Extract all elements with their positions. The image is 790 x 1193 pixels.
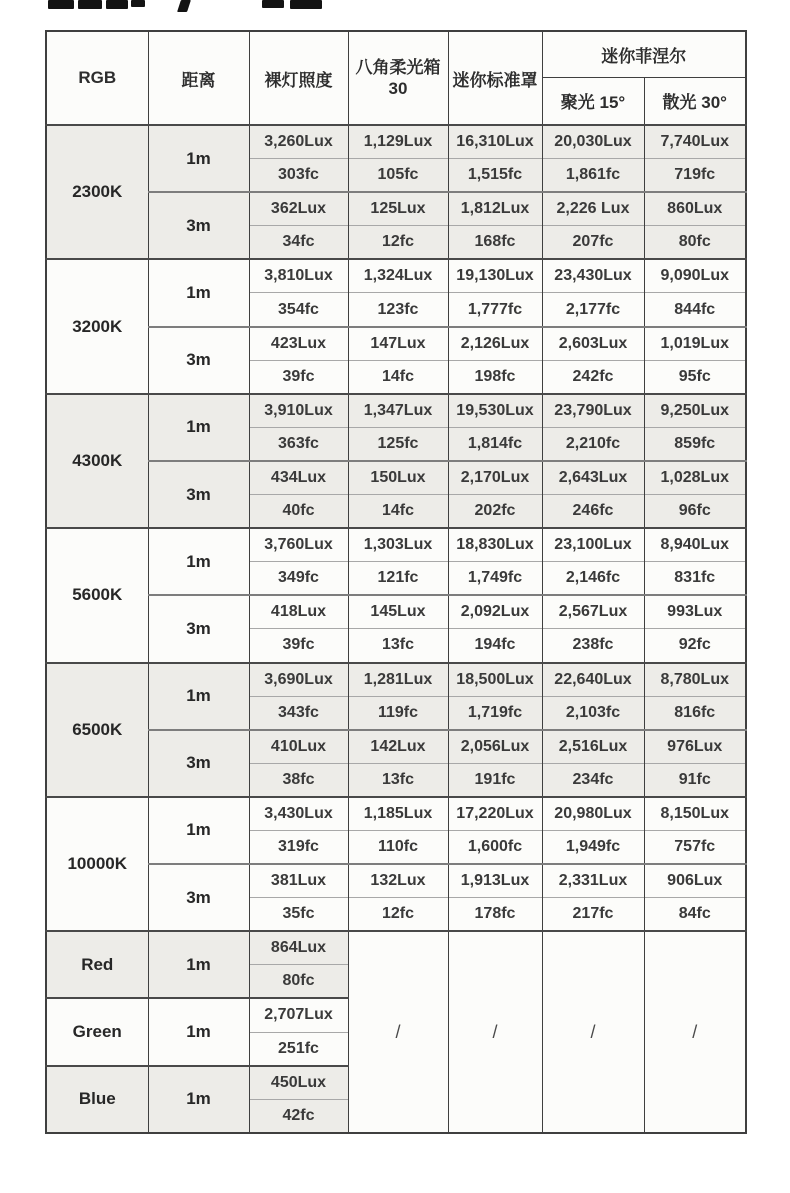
distance-label: 1m (148, 998, 249, 1065)
fc-value-cell: 110fc (348, 830, 448, 864)
lux-value-cell: 7,740Lux (644, 125, 746, 159)
lux-value-cell: 19,530Lux (448, 394, 542, 428)
clipped-title-fragment (290, 0, 322, 9)
na-cell: / (348, 931, 448, 1133)
distance-label: 3m (148, 327, 249, 394)
lux-value-cell: 1,185Lux (348, 797, 448, 831)
fc-value-cell: 119fc (348, 696, 448, 730)
lux-value-cell: 1,303Lux (348, 528, 448, 562)
lux-value-cell: 2,092Lux (448, 595, 542, 629)
fc-value-cell: 12fc (348, 898, 448, 932)
fc-value-cell: 234fc (542, 763, 644, 797)
clipped-title-fragment (262, 0, 284, 8)
lux-value-cell: 2,126Lux (448, 327, 542, 361)
na-cell: / (644, 931, 746, 1133)
fc-value-cell: 816fc (644, 696, 746, 730)
distance-label: 1m (148, 1066, 249, 1133)
fc-value-cell: 12fc (348, 226, 448, 260)
fc-value-cell: 831fc (644, 562, 746, 596)
lux-value-cell: 1,347Lux (348, 394, 448, 428)
distance-label: 1m (148, 394, 249, 461)
lux-value-cell: 9,090Lux (644, 259, 746, 293)
lux-value-cell: 1,019Lux (644, 327, 746, 361)
fc-value-cell: 1,814fc (448, 427, 542, 461)
fc-value-cell: 1,949fc (542, 830, 644, 864)
fc-value-cell: 14fc (348, 495, 448, 529)
fc-value-cell: 168fc (448, 226, 542, 260)
lux-value-cell: 125Lux (348, 192, 448, 226)
lux-value-cell: 1,028Lux (644, 461, 746, 495)
fc-value-cell: 38fc (249, 763, 348, 797)
fc-value-cell: 13fc (348, 629, 448, 663)
fc-value-cell: 2,146fc (542, 562, 644, 596)
lux-value-cell: 8,150Lux (644, 797, 746, 831)
fc-value-cell: 1,600fc (448, 830, 542, 864)
lux-value-cell: 423Lux (249, 327, 348, 361)
lux-value-cell: 3,430Lux (249, 797, 348, 831)
color-temp-label: 5600K (46, 528, 148, 662)
distance-label: 3m (148, 461, 249, 528)
fc-value-cell: 242fc (542, 360, 644, 394)
clipped-title-fragment (177, 0, 191, 12)
fc-value-cell: 39fc (249, 360, 348, 394)
fc-value-cell: 91fc (644, 763, 746, 797)
fc-value-cell: 35fc (249, 898, 348, 932)
lux-value-cell: 147Lux (348, 327, 448, 361)
distance-label: 1m (148, 528, 249, 595)
fc-value-cell: 121fc (348, 562, 448, 596)
fc-value-cell: 105fc (348, 159, 448, 193)
lux-value-cell: 1,913Lux (448, 864, 542, 898)
fc-value-cell: 319fc (249, 830, 348, 864)
fc-value-cell: 34fc (249, 226, 348, 260)
distance-label: 3m (148, 192, 249, 259)
lux-value-cell: 16,310Lux (448, 125, 542, 159)
lux-value-cell: 2,567Lux (542, 595, 644, 629)
fc-value-cell: 349fc (249, 562, 348, 596)
distance-label: 3m (148, 595, 249, 662)
fc-value-cell: 1,719fc (448, 696, 542, 730)
lux-value-cell: 993Lux (644, 595, 746, 629)
clipped-title-fragment (131, 0, 145, 7)
header-softbox-line1: 八角柔光箱 (355, 57, 441, 77)
fc-value-cell: 1,749fc (448, 562, 542, 596)
fc-value-cell: 303fc (249, 159, 348, 193)
distance-label: 1m (148, 259, 249, 326)
fc-value-cell: 14fc (348, 360, 448, 394)
lux-value-cell: 9,250Lux (644, 394, 746, 428)
lux-value-cell: 20,980Lux (542, 797, 644, 831)
lux-value-cell: 2,056Lux (448, 730, 542, 764)
distance-label: 1m (148, 797, 249, 864)
lux-value-cell: 864Lux (249, 931, 348, 965)
fc-value-cell: 1,777fc (448, 293, 542, 327)
lux-value-cell: 3,760Lux (249, 528, 348, 562)
fc-value-cell: 217fc (542, 898, 644, 932)
fc-value-cell: 354fc (249, 293, 348, 327)
lux-value-cell: 18,830Lux (448, 528, 542, 562)
lux-value-cell: 20,030Lux (542, 125, 644, 159)
lux-value-cell: 1,281Lux (348, 663, 448, 697)
color-label: Green (46, 998, 148, 1065)
fc-value-cell: 123fc (348, 293, 448, 327)
fc-value-cell: 251fc (249, 1032, 348, 1066)
fc-value-cell: 1,515fc (448, 159, 542, 193)
lux-value-cell: 23,100Lux (542, 528, 644, 562)
fc-value-cell: 343fc (249, 696, 348, 730)
distance-label: 1m (148, 125, 249, 192)
fc-value-cell: 198fc (448, 360, 542, 394)
lux-value-cell: 150Lux (348, 461, 448, 495)
na-cell: / (448, 931, 542, 1133)
fc-value-cell: 363fc (249, 427, 348, 461)
header-bare-lux: 裸灯照度 (249, 31, 348, 125)
fc-value-cell: 80fc (644, 226, 746, 260)
lux-value-cell: 2,226 Lux (542, 192, 644, 226)
fc-value-cell: 246fc (542, 495, 644, 529)
fc-value-cell: 13fc (348, 763, 448, 797)
header-standard-reflector: 迷你标准罩 (448, 31, 542, 125)
fc-value-cell: 757fc (644, 830, 746, 864)
color-temp-label: 4300K (46, 394, 148, 528)
color-temp-label: 3200K (46, 259, 148, 393)
distance-label: 3m (148, 864, 249, 931)
clipped-title (0, 0, 790, 14)
fc-value-cell: 178fc (448, 898, 542, 932)
lux-value-cell: 381Lux (249, 864, 348, 898)
lux-value-cell: 3,260Lux (249, 125, 348, 159)
lux-value-cell: 362Lux (249, 192, 348, 226)
fc-value-cell: 202fc (448, 495, 542, 529)
lux-value-cell: 22,640Lux (542, 663, 644, 697)
fc-value-cell: 194fc (448, 629, 542, 663)
fc-value-cell: 96fc (644, 495, 746, 529)
color-temp-label: 6500K (46, 663, 148, 797)
fc-value-cell: 859fc (644, 427, 746, 461)
lux-value-cell: 3,910Lux (249, 394, 348, 428)
lux-value-cell: 976Lux (644, 730, 746, 764)
fc-value-cell: 80fc (249, 965, 348, 999)
lux-value-cell: 23,430Lux (542, 259, 644, 293)
fc-value-cell: 40fc (249, 495, 348, 529)
fc-value-cell: 238fc (542, 629, 644, 663)
lux-value-cell: 2,516Lux (542, 730, 644, 764)
header-softbox-line2: 30 (388, 79, 408, 98)
header-distance: 距离 (148, 31, 249, 125)
fc-value-cell: 207fc (542, 226, 644, 260)
header-softbox (348, 31, 448, 125)
color-temp-label: 10000K (46, 797, 148, 931)
lux-value-cell: 1,129Lux (348, 125, 448, 159)
lux-value-cell: 860Lux (644, 192, 746, 226)
distance-label: 3m (148, 730, 249, 797)
lux-value-cell: 18,500Lux (448, 663, 542, 697)
fc-value-cell: 1,861fc (542, 159, 644, 193)
header-spot-15: 聚光 15° (542, 77, 644, 125)
color-temp-label: 2300K (46, 125, 148, 259)
fc-value-cell: 191fc (448, 763, 542, 797)
clipped-title-fragment (48, 0, 74, 9)
fc-value-cell: 2,210fc (542, 427, 644, 461)
na-cell: / (542, 931, 644, 1133)
distance-label: 1m (148, 663, 249, 730)
lux-value-cell: 8,940Lux (644, 528, 746, 562)
illuminance-table (45, 30, 747, 1134)
fc-value-cell: 125fc (348, 427, 448, 461)
lux-value-cell: 2,603Lux (542, 327, 644, 361)
lux-value-cell: 410Lux (249, 730, 348, 764)
distance-label: 1m (148, 931, 249, 998)
lux-value-cell: 132Lux (348, 864, 448, 898)
fc-value-cell: 844fc (644, 293, 746, 327)
lux-value-cell: 3,690Lux (249, 663, 348, 697)
lux-value-cell: 19,130Lux (448, 259, 542, 293)
fc-value-cell: 2,103fc (542, 696, 644, 730)
lux-value-cell: 434Lux (249, 461, 348, 495)
fc-value-cell: 95fc (644, 360, 746, 394)
header-fresnel: 迷你菲涅尔 (542, 31, 746, 77)
header-flood-30: 散光 30° (644, 77, 746, 125)
lux-value-cell: 23,790Lux (542, 394, 644, 428)
lux-value-cell: 1,812Lux (448, 192, 542, 226)
lux-value-cell: 1,324Lux (348, 259, 448, 293)
lux-value-cell: 2,331Lux (542, 864, 644, 898)
lux-value-cell: 906Lux (644, 864, 746, 898)
fc-value-cell: 84fc (644, 898, 746, 932)
lux-value-cell: 2,643Lux (542, 461, 644, 495)
header-rgb: RGB (46, 31, 148, 125)
fc-value-cell: 39fc (249, 629, 348, 663)
lux-value-cell: 2,707Lux (249, 998, 348, 1032)
clipped-title-fragment (106, 0, 128, 9)
lux-value-cell: 2,170Lux (448, 461, 542, 495)
lux-value-cell: 145Lux (348, 595, 448, 629)
lux-value-cell: 8,780Lux (644, 663, 746, 697)
fc-value-cell: 719fc (644, 159, 746, 193)
color-label: Red (46, 931, 148, 998)
lux-value-cell: 418Lux (249, 595, 348, 629)
fc-value-cell: 42fc (249, 1099, 348, 1133)
color-label: Blue (46, 1066, 148, 1133)
clipped-title-fragment (78, 0, 102, 9)
fc-value-cell: 92fc (644, 629, 746, 663)
lux-value-cell: 450Lux (249, 1066, 348, 1100)
lux-value-cell: 3,810Lux (249, 259, 348, 293)
fc-value-cell: 2,177fc (542, 293, 644, 327)
lux-value-cell: 17,220Lux (448, 797, 542, 831)
lux-value-cell: 142Lux (348, 730, 448, 764)
